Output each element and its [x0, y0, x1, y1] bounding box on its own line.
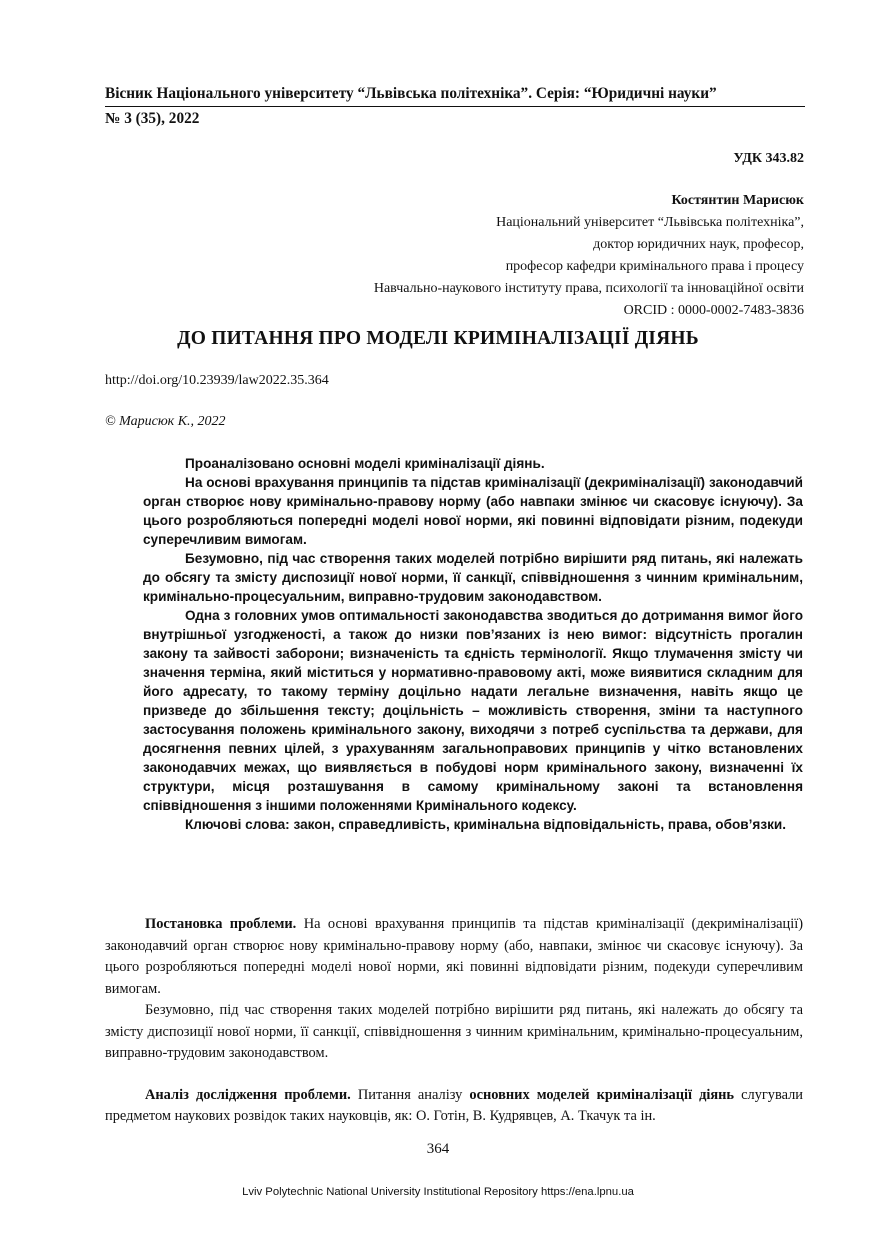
section-heading-analysis: Аналіз дослідження проблеми. [145, 1086, 351, 1103]
body-paragraph: Безумовно, під час створення таких моделей потрібно вирішити ряд питань, які належать до обсягу та змісту диспозиції нової норми, її санкції, співвідношення з чинним кримінальним, кримінально-процесуальним, виправно-трудовим законодавством. [105, 1002, 803, 1061]
body-text-bold: основних моделей криміналізації діянь [469, 1086, 735, 1103]
body-paragraph [105, 1085, 803, 1128]
author-orcid: ORCID : 0000-0002-7483-3836 [623, 303, 804, 318]
keywords-list: закон, справедливість, кримінальна відповідальність, права, обов’язки. [289, 817, 787, 832]
repository-footer: Lviv Polytechnic National University Institutional Repository https://ena.lpnu.ua [242, 1186, 634, 1198]
abstract-paragraph: Безумовно, під час створення таких моделей потрібно вирішити ряд питань, які належать до обсягу та змісту диспозиції нової норми, її санкції, співвідношення з чинним кримінальним, кримінально-процесуальним, виправно-трудовим законодавством. [143, 551, 803, 604]
article-title: ДО ПИТАННЯ ПРО МОДЕЛІ КРИМІНАЛІЗАЦІЇ ДІЯНЬ [177, 328, 699, 349]
journal-header: Вісник Національного університету “Львівська політехніка”. Серія: “Юридичні науки” [105, 85, 805, 107]
issue-number: № 3 (35), 2022 [105, 110, 200, 127]
abstract [143, 454, 803, 834]
body-paragraph [105, 914, 803, 1000]
article-body [105, 914, 803, 1128]
section-heading-problem: Постановка проблеми. [145, 916, 297, 932]
body-text: слугували предметом наукових розвідок таких науковців, як: О. Готін, В. Кудрявцев, А. Ткачук та ін. [105, 1086, 804, 1124]
author-affiliation-line: Національний університет “Львівська політехніка”, [496, 215, 804, 230]
keywords [143, 815, 803, 834]
author-block [374, 190, 804, 322]
body-text: Питання аналізу [350, 1086, 470, 1103]
page-number: 364 [426, 1141, 450, 1157]
keywords-label: Ключові слова: [185, 817, 290, 832]
abstract-paragraph: Проаналізовано основні моделі криміналізації діянь. [185, 456, 545, 471]
udk-code: УДК 343.82 [733, 151, 804, 166]
author-affiliation-line: професор кафедри кримінального права і процесу [505, 259, 804, 274]
author-affiliation-line: доктор юридичних наук, професор, [593, 237, 804, 252]
author-name: Костянтин Марисюк [671, 193, 804, 208]
body-text: На основі врахування принципів та підстав криміналізації (декриміналізації) законодавчий орган створює нову кримінально-правову норму (або, навпаки, змінює чи скасовує існуючу). За цього розробляються попередні моделі нової норми, які повинні відповідати різним, подекуди суперечливим вимогам. [105, 916, 804, 997]
author-affiliation-line: Навчально-наукового інституту права, психології та інноваційної освіти [373, 281, 804, 296]
abstract-paragraph: На основі врахування принципів та підстав криміналізації (декриміналізації) законодавчий орган створює нову кримінально-правову норму (або навпаки змінює чи скасовує існуючу). За цього розробляються попередні моделі нової норми, які повинні відповідати різним, подекуди суперечливим вимогам. [143, 475, 803, 547]
abstract-paragraph: Одна з головних умов оптимальності законодавства зводиться до дотримання вимог його внутрішньої узгодженості, а також до низки пов’язаних із нею вимог: відсутність прогалин закону та зайвості заборони; визначеність та єдність термінології. Якщо тлумачення змісту чи значення терміна, який міститься у нормативно-правовому акті, може виявитися складним для його адресату, то такому терміну доцільно надати легальне визначення, навіть якщо це призведе до збільшення тексту; доцільність – можливість створення, зміни та наступного застосування положень кримінального закону, виходячи з потреб суспільства та держави, для досягнення певних цілей, з урахуванням загальноправових принципів у чітко встановлених законодавчих межах, що виявляється в побудові норм кримінального закону, визначенні їх структури, місця розташування в самому кримінальному законі та встановлення співвідношення з іншими положеннями Кримінального кодексу. [143, 608, 803, 813]
doi-link[interactable]: http://doi.org/10.23939/law2022.35.364 [105, 373, 329, 388]
copyright: © Марисюк К., 2022 [105, 414, 226, 429]
